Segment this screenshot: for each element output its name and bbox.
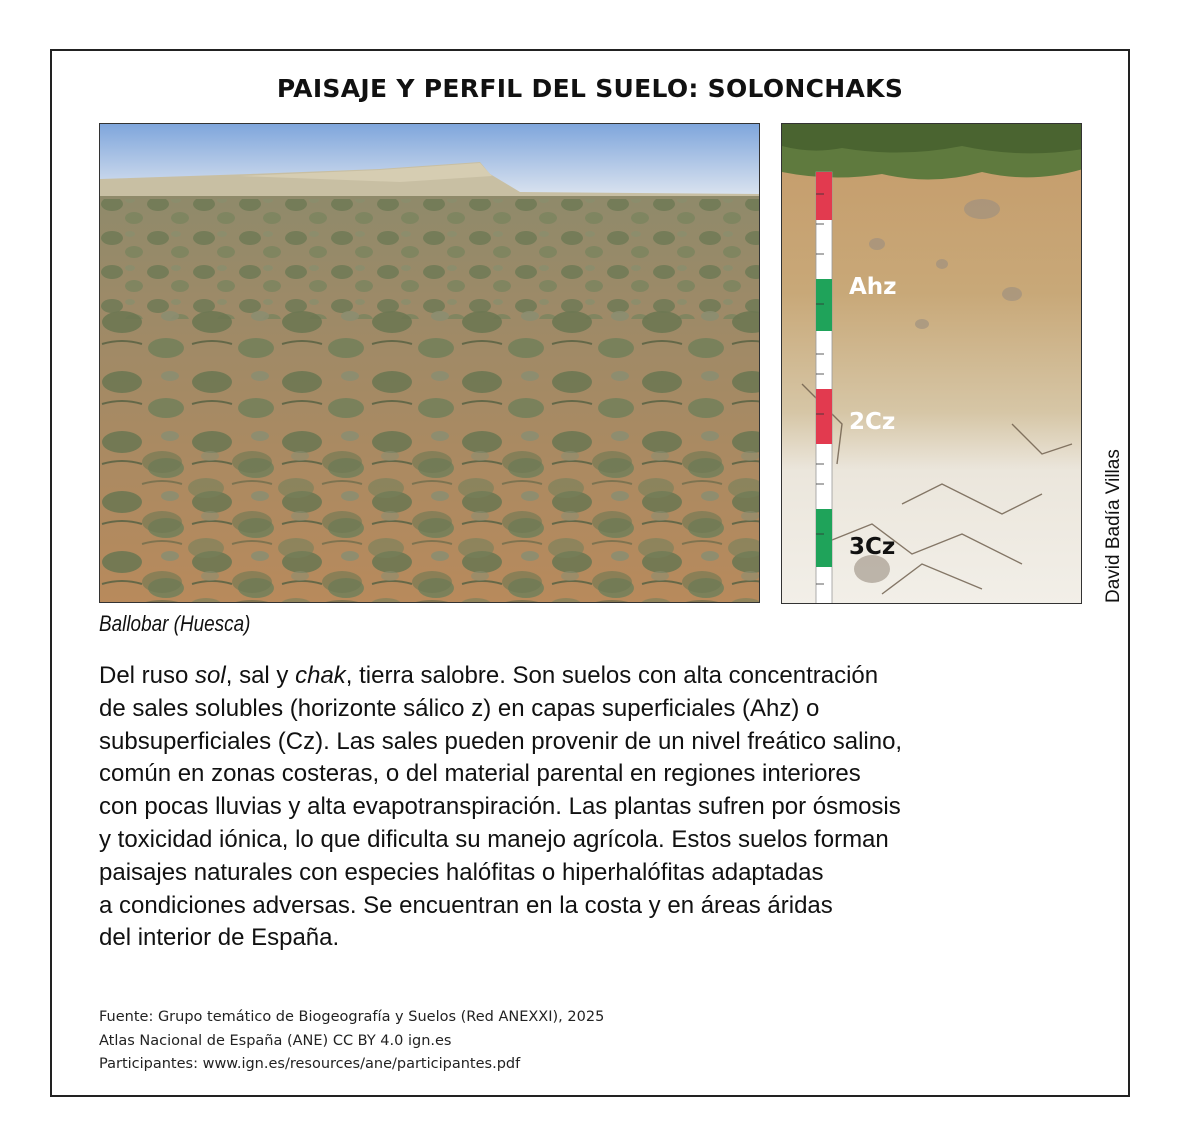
landscape-photo: [99, 123, 760, 603]
soil-profile-photo: [781, 123, 1082, 604]
footer-license: Atlas Nacional de España (ANE) CC BY 4.0 ign.es: [99, 1032, 452, 1049]
horizon-label-2cz: 2Cz: [849, 409, 896, 435]
horizon-label-3cz: 3Cz: [849, 534, 896, 560]
landscape-illustration: [100, 124, 760, 603]
page-title: PAISAJE Y PERFIL DEL SUELO: SOLONCHAKS: [276, 74, 904, 103]
description-line: con pocas lluvias y alta evapotranspiración. Las plantas sufren por ósmosis: [99, 793, 901, 821]
description-text: [99, 660, 1099, 955]
description-line: a condiciones adversas. Se encuentran en la costa y en áreas áridas: [99, 891, 833, 919]
term-sol: sol: [195, 662, 226, 689]
text-run: , sal y: [225, 662, 296, 689]
description-line: de sales solubles (horizonte sálico z) en capas superficiales (Ahz) o: [99, 694, 820, 722]
landscape-caption: Ballobar (Huesca): [99, 611, 251, 636]
description-line: subsuperficiales (Cz). Las sales pueden provenir de un nivel freático salino,: [99, 727, 903, 755]
text-run: , tierra salobre. Son suelos con alta concentración: [345, 662, 879, 689]
term-chak: chak: [295, 662, 346, 689]
measuring-tape: [816, 172, 832, 604]
footer-participants: Participantes: www.ign.es/resources/ane/participantes.pdf: [99, 1056, 521, 1072]
footer-source: Fuente: Grupo temático de Biogeografía y Suelos (Red ANEXXI), 2025: [99, 1009, 605, 1025]
description-line: y toxicidad iónica, lo que dificulta su manejo agrícola. Estos suelos forman: [99, 825, 889, 853]
text-run: Del ruso: [99, 662, 196, 689]
photo-credit: David Badía Villas: [1103, 449, 1124, 603]
horizon-label-ahz: Ahz: [849, 274, 897, 300]
description-line: del interior de España.: [99, 924, 340, 952]
description-line: común en zonas costeras, o del material parental en regiones interiores: [99, 760, 861, 788]
soil-profile-illustration: [782, 124, 1082, 604]
description-line: paisajes naturales con especies halófitas o hiperhalófitas adaptadas: [99, 858, 824, 886]
description-line: [99, 660, 1099, 693]
footer: [99, 1006, 604, 1077]
